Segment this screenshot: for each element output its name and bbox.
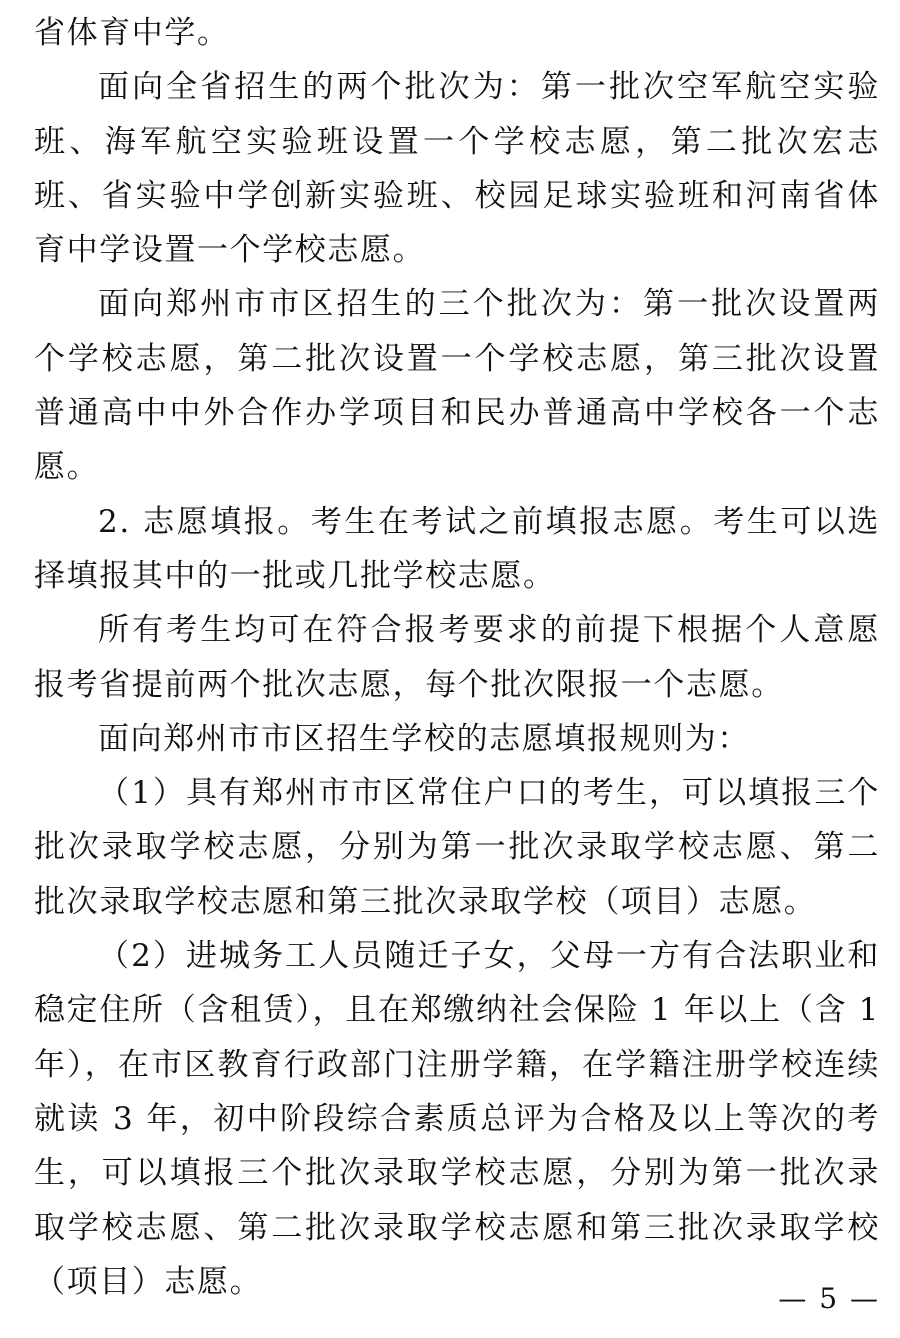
paragraph-3: 面向郑州市市区招生的三个批次为：第一批次设置两个学校志愿，第二批次设置一个学校志愿，第三批次设置普通高中中外合作办学项目和民办普通高中学校各一个志愿。 bbox=[34, 286, 880, 486]
paragraph-8: （2）进城务工人员随迁子女，父母一方有合法职业和稳定住所（含租赁），且在郑缴纳社会保险 1 年以上（含 1 年），在市区教育行政部门注册学籍，在学籍注册学校连续就读 3 年，初中阶段综合素质总评为合格及以上等次的考生，可以填报三个批次录取学校志愿，分别为第一批次录取学校志愿、第二批次录取学校志愿和第三批次录取学校（项目）志愿。 bbox=[34, 938, 880, 1300]
paragraph-5: 所有考生均可在符合报考要求的前提下根据个人意愿报考省提前两个批次志愿，每个批次限报一个志愿。 bbox=[34, 612, 880, 703]
paragraph-6: 面向郑州市市区招生学校的志愿填报规则为： bbox=[98, 720, 750, 757]
paragraph-2: 面向全省招生的两个批次为：第一批次空军航空实验班、海军航空实验班设置一个学校志愿，第二批次宏志班、省实验中学创新实验班、校园足球实验班和河南省体育中学设置一个学校志愿。 bbox=[34, 69, 880, 269]
body-text bbox=[34, 6, 880, 1309]
paragraph-4: 2. 志愿填报。考生在考试之前填报志愿。考生可以选择填报其中的一批或几批学校志愿。 bbox=[34, 503, 880, 594]
paragraph-7: （1）具有郑州市市区常住户口的考生，可以填报三个批次录取学校志愿，分别为第一批次录取学校志愿、第二批次录取学校志愿和第三批次录取学校（项目）志愿。 bbox=[34, 775, 880, 920]
paragraph-1: 省体育中学。 bbox=[34, 15, 230, 51]
page-number: — 5 — bbox=[778, 1282, 880, 1315]
